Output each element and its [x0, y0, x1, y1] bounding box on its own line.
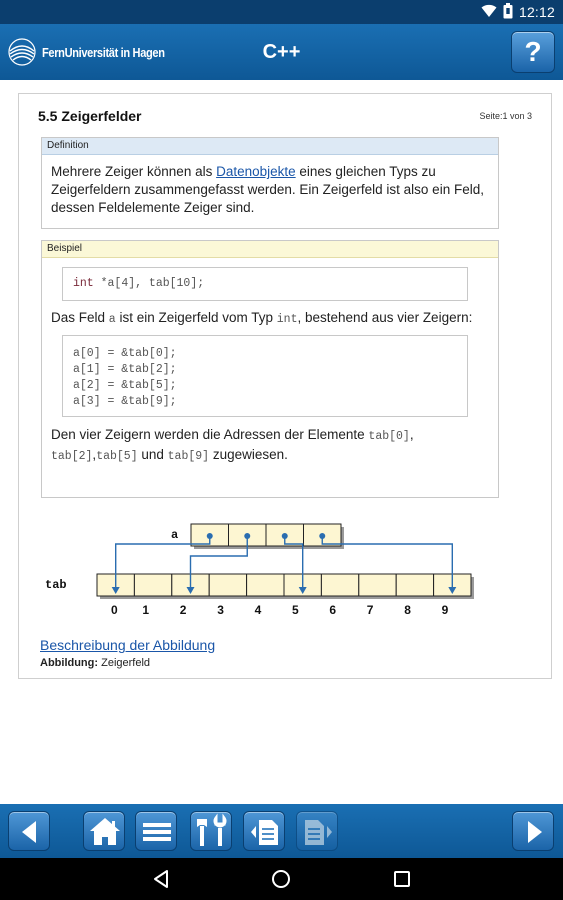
tab-cell — [321, 574, 358, 596]
text: , bestehend aus vier Zeigern: — [297, 310, 473, 325]
inline-code: tab[0] — [368, 430, 410, 443]
inline-code: tab[9] — [167, 450, 210, 463]
tab-index-label: 6 — [329, 603, 337, 617]
home-button[interactable] — [83, 811, 125, 851]
caption-label: Abbildung: — [40, 657, 99, 669]
text: Das Feld — [51, 310, 109, 325]
example-label: Beispiel — [42, 241, 498, 258]
previous-page-button[interactable] — [243, 811, 285, 851]
text: , — [92, 447, 97, 462]
pointer-array-diagram — [41, 514, 501, 624]
caption-text: Zeigerfeld — [98, 657, 151, 669]
fernuni-logo-icon — [6, 37, 38, 67]
definition-text-start: Mehrere Zeiger können als — [51, 164, 217, 179]
university-logo — [6, 36, 186, 68]
tools-icon — [191, 812, 233, 852]
text: , — [409, 427, 414, 442]
text: ist ein Zeigerfeld vom Typ — [115, 310, 277, 325]
tab-cell — [209, 574, 246, 596]
app-header — [0, 24, 563, 80]
prev-page-icon — [244, 812, 286, 852]
tab-index-label: 7 — [366, 603, 374, 617]
clock: 12:12 — [518, 4, 555, 20]
section-title: 5.5 Zeigerfelder — [38, 108, 142, 124]
tab-index-label: 1 — [142, 603, 150, 617]
figure-caption — [40, 657, 150, 669]
tab-index-label: 5 — [292, 603, 299, 617]
example-paragraph-1 — [42, 301, 498, 335]
array-tab-label: tab — [45, 578, 67, 592]
tab-index-label: 9 — [441, 603, 449, 617]
code-keyword: int — [73, 277, 94, 290]
tools-button[interactable] — [190, 811, 232, 851]
code-line: a[3] = &tab[9]; — [73, 395, 177, 408]
help-button[interactable]: ? — [511, 31, 555, 73]
content-card — [18, 93, 552, 679]
example-box — [41, 240, 499, 498]
code-line: a[0] = &tab[0]; — [73, 347, 177, 360]
contents-button[interactable] — [135, 811, 177, 851]
battery-icon — [503, 3, 513, 22]
tab-index-label: 8 — [404, 603, 411, 617]
tab-index-label: 0 — [111, 603, 118, 617]
back-button[interactable] — [8, 811, 50, 851]
declaration-code — [62, 267, 468, 301]
forward-button[interactable] — [512, 811, 554, 851]
back-arrow-icon — [9, 812, 51, 852]
code-line: a[2] = &tab[5]; — [73, 379, 177, 392]
code-line: a[1] = &tab[2]; — [73, 363, 177, 376]
home-icon — [84, 812, 126, 852]
code-declaration: *a[4], tab[10]; — [93, 277, 205, 290]
assignment-code-block — [62, 335, 468, 417]
nav-back-icon[interactable] — [150, 868, 172, 890]
inline-code: int — [276, 313, 298, 326]
nav-recents-icon[interactable] — [391, 868, 413, 890]
logo-text: FernUniversität in Hagen — [42, 44, 165, 60]
text: zugewiesen. — [209, 447, 288, 462]
status-bar — [0, 0, 563, 24]
figure-description-link[interactable]: Beschreibung der Abbildung — [40, 637, 216, 653]
text: und — [137, 447, 168, 462]
tab-cell — [247, 574, 284, 596]
list-icon — [136, 812, 178, 852]
tab-index-label: 3 — [217, 603, 224, 617]
inline-code: a — [108, 313, 116, 326]
app-title: C++ — [262, 41, 301, 63]
next-page-icon — [297, 812, 339, 852]
bottom-toolbar — [0, 804, 563, 858]
example-paragraph-2 — [42, 417, 498, 466]
definition-label: Definition — [42, 138, 498, 155]
tab-index-label: 4 — [254, 603, 262, 617]
inline-code: tab[2] — [51, 450, 93, 463]
nav-home-icon[interactable] — [270, 868, 292, 890]
inline-code: tab[5] — [96, 450, 138, 463]
definition-text — [42, 155, 498, 225]
definition-box — [41, 137, 499, 229]
array-a-label: a — [171, 528, 179, 542]
definition-text-end: eines gleichen Typs zu Zeigerfeldern zusammengefasst werden. Ein Zeigerfeld ist also ein Feld, dessen Feldelemente Zeiger sind. — [51, 164, 484, 215]
wifi-icon — [481, 4, 497, 21]
tab-cell — [359, 574, 396, 596]
page-counter: Seite:1 von 3 — [479, 111, 532, 121]
tab-cell — [396, 574, 433, 596]
datenobjekte-link[interactable]: Datenobjekte — [216, 164, 296, 179]
next-page-button[interactable] — [296, 811, 338, 851]
tab-index-label: 2 — [179, 603, 187, 617]
tab-cell — [134, 574, 171, 596]
system-navigation-bar — [0, 858, 563, 900]
forward-arrow-icon — [513, 812, 555, 852]
text: Den vier Zeigern werden die Adressen der Elemente — [51, 427, 369, 442]
